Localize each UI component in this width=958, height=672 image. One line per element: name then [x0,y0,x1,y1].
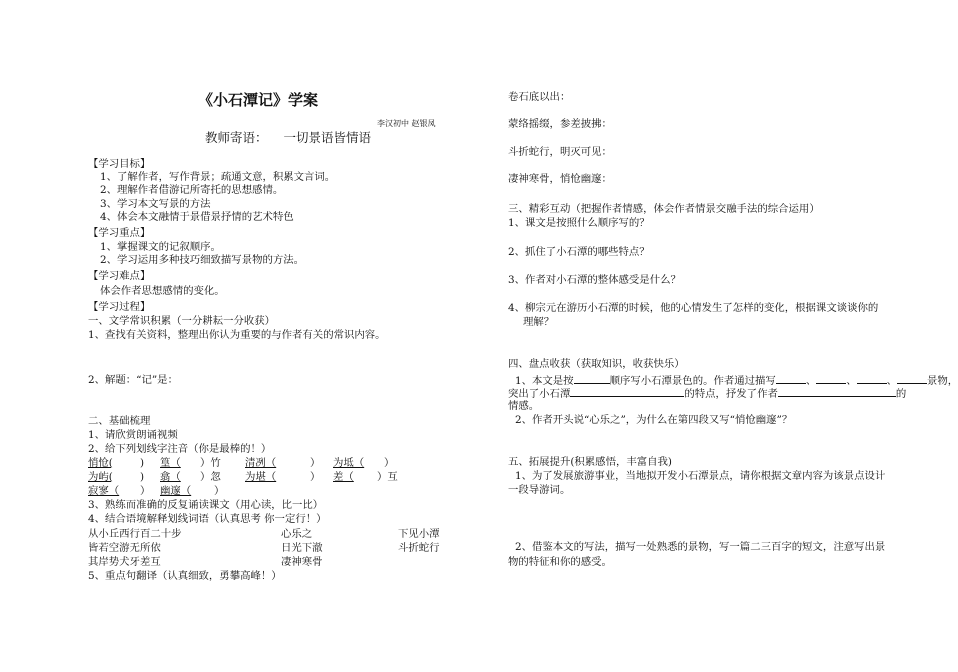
translation-sentence: 蒙络摇缀，参差披拂： [508,118,612,130]
part3-question-4: 4、柳宗元在游历小石潭的时候，他的心情发生了怎样的变化，根据课文谈谈你的 [508,302,879,314]
goal-item: 2、理解作者借游记所寄托的思想感情。 [100,184,284,196]
goals-heading: 【学习目标】 [88,158,151,170]
part5-question-2: 2、借鉴本文的写法，描写一处熟悉的景物，写一篇二三百字的短文，注意写出景 [515,541,886,553]
pinyin-item: 为屿( [88,471,113,483]
part5-question-2-cont: 物的特征和你的感受。 [508,556,612,568]
goal-item: 3、学习本文写景的方法 [100,198,211,210]
translation-sentence: 斗折蛇行，明灭可见： [508,146,612,158]
pinyin-row: 寂寥（ ） 幽邃（ ） [88,485,225,497]
vocab-item: 日光下澈 [281,542,323,554]
part3-question-1: 1、课文是按照什么顺序写的？ [508,217,650,229]
pinyin-item: 为坻（ [333,457,365,469]
translation-sentence: 凄神寒骨，悄怆幽邃： [508,173,612,185]
vocab-item: 皆若空游无所依 [88,542,161,554]
vocab-item: 从小丘西行百二十步 [88,528,182,540]
pinyin-item: 差（ [333,471,354,483]
pinyin-item: 为堪（ [245,471,277,483]
part4-question-2: 2、作者开头说“心乐之”，为什么在第四段又写“悄怆幽邃”？ [515,414,793,426]
author-line: 李汉初中 赵银凤 [377,119,436,128]
pinyin-item: 幽邃（ [160,485,192,497]
pinyin-item: 清冽（ [245,457,277,469]
part2-question-4: 4、结合语境解释划线词语（认真思考 你一定行！） [88,513,327,525]
part3-title: 三、精彩互动（把握作者情感，体会作者情景交融手法的综合运用） [508,203,820,215]
focus-item: 2、学习运用多种技巧细致描写景物的方法。 [100,254,305,266]
part2-title: 二、基础梳理 [88,415,151,427]
vocab-item: 斗折蛇行 [398,542,440,554]
difficulty-heading: 【学习难点】 [88,270,151,282]
motto-label: 教师寄语： [205,130,268,145]
vocab-item: 心乐之 [281,528,313,540]
vocab-item: 凄神寒骨 [281,556,323,568]
pinyin-row: 悄怆( ) 篁（ ）竹 清冽（ ） 为坻（ ） [88,457,395,469]
part1-question-2: 2、解题：“记”是： [88,374,178,386]
part1-question-1: 1、查找有关资料，整理出你认为重要的与作者有关的常识内容。 [88,329,386,341]
translation-sentence: 卷石底以出： [508,91,571,103]
motto-text: 一切景语皆情语 [283,130,372,145]
goal-item: 4、体会本文融情于景借景抒情的艺术特色 [100,211,294,223]
part5-title: 五、拓展提升(积累感悟，丰富自我) [508,456,672,468]
pinyin-item: 篁（ [160,457,181,469]
pinyin-item: 寂寥（ [88,485,120,497]
process-heading: 【学习过程】 [88,301,151,313]
page-title: 《小石潭记》学案 [198,91,319,109]
part4-title: 四、盘点收获（获取知识，收获快乐） [508,358,685,370]
part2-question-2: 2、给下列划线字注音（你是最棒的！） [88,443,272,455]
pinyin-item: 翕（ [160,471,181,483]
part4-question-1: 1、本文是按 顺序写小石潭景色的。作者通过描写 、 、 、 景物， [515,375,958,387]
focus-item: 1、掌握课文的记叙顺序。 [100,241,221,253]
part2-question-1: 1、请欣赏朗诵视频 [88,429,178,441]
vocab-item: 其岸势犬牙差互 [88,556,161,568]
part3-question-4-cont: 理解？ [523,316,555,328]
pinyin-item: 悄怆( [88,457,113,469]
part2-question-3: 3、熟练而准确的反复诵读课文（用心读，比一比） [88,499,324,511]
part3-question-2: 2、抓住了小石潭的哪些特点？ [508,246,650,258]
part5-question-1: 1、为了发展旅游事业，当地拟开发小石潭景点，请你根据文章内容为该景点设计 [515,470,886,482]
part4-question-1-cont: 突出了小石潭 的特点，抒发了作者 的 [508,388,907,400]
vocab-item: 下见小潭 [398,528,440,540]
goal-item: 1、了解作者，写作背景；疏通文意，积累文言词。 [100,171,336,183]
part5-question-1-cont: 一段导游词。 [508,484,571,496]
pinyin-row: 为屿( ) 翕（ ）忽 为堪（ ） 差（ ）互 [88,471,398,483]
part4-question-1-end: 情感。 [508,400,540,412]
part3-question-3: 3、作者对小石潭的整体感受是什么？ [508,274,681,286]
difficulty-text: 体会作者思想感情的变化。 [100,285,225,297]
part2-question-5: 5、重点句翻译（认真细致，勇攀高峰！） [88,570,282,582]
part1-title: 一、文学常识积累（一分耕耘一分收获） [88,315,276,327]
teacher-motto [205,131,371,144]
focus-heading: 【学习重点】 [88,227,151,239]
